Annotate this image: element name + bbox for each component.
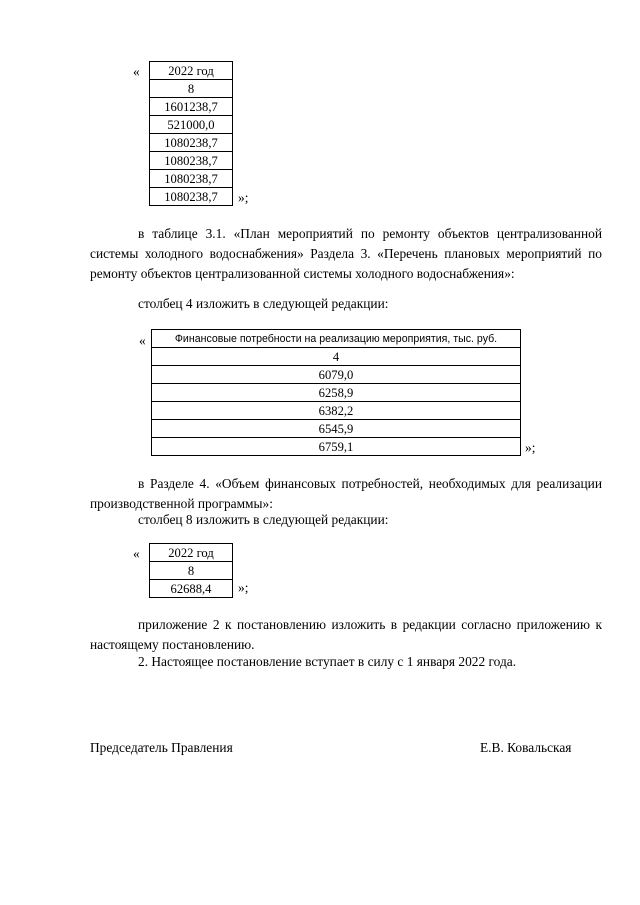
- paragraph-text: в Разделе 4. «Объем финансовых потребностей, необходимых для реализации производственной программы»:: [90, 476, 602, 511]
- instruction-column-8: столбец 8 изложить в следующей редакции:: [138, 512, 389, 527]
- table-cell: 1080238,7: [150, 152, 233, 170]
- table-cell: 8: [150, 562, 233, 580]
- table-header: 2022 год: [150, 544, 233, 562]
- open-quote: «: [133, 546, 140, 561]
- signatory-title: Председатель Правления: [90, 740, 233, 755]
- table-financial-needs: [151, 329, 521, 456]
- open-quote: «: [133, 64, 140, 79]
- table-cell: 6258,9: [152, 384, 521, 402]
- table-2022-total: [149, 543, 233, 598]
- table-cell: 8: [150, 80, 233, 98]
- table-header: 2022 год: [150, 62, 233, 80]
- paragraph-text: в таблице 3.1. «План мероприятий по ремонту объектов централизованной системы холодного водоснабжения» Раздела 3. «Перечень плановых мероприятий по ремонту объектов централизованной системы холодного водоснабжения»:: [90, 226, 602, 281]
- paragraph-table-3-1: [90, 224, 602, 283]
- close-quote: »;: [238, 190, 249, 205]
- paragraph-text: приложение 2 к постановлению изложить в редакции согласно приложению к настоящему постановлению.: [90, 617, 602, 652]
- open-quote: «: [139, 333, 146, 348]
- paragraph-appendix-2: [90, 615, 602, 655]
- table-cell: 6545,9: [152, 420, 521, 438]
- table-cell: 1601238,7: [150, 98, 233, 116]
- table-cell: 521000,0: [150, 116, 233, 134]
- table-cell: 6079,0: [152, 366, 521, 384]
- table-cell: 4: [152, 348, 521, 366]
- table-cell: 1080238,7: [150, 134, 233, 152]
- close-quote: »;: [525, 440, 536, 455]
- table-cell: 6382,2: [152, 402, 521, 420]
- effective-date-clause: 2. Настоящее постановление вступает в силу с 1 января 2022 года.: [138, 654, 517, 669]
- signatory-name: Е.В. Ковальская: [480, 740, 572, 755]
- table-cell: 1080238,7: [150, 170, 233, 188]
- table-2022: [149, 61, 233, 206]
- table-cell: 62688,4: [150, 580, 233, 598]
- table-cell: 6759,1: [152, 438, 521, 456]
- table-cell: 1080238,7: [150, 188, 233, 206]
- instruction-column-4: столбец 4 изложить в следующей редакции:: [138, 296, 389, 311]
- paragraph-section-4: [90, 474, 602, 514]
- close-quote: »;: [238, 580, 249, 595]
- table-header: Финансовые потребности на реализацию мероприятия, тыс. руб.: [152, 330, 521, 348]
